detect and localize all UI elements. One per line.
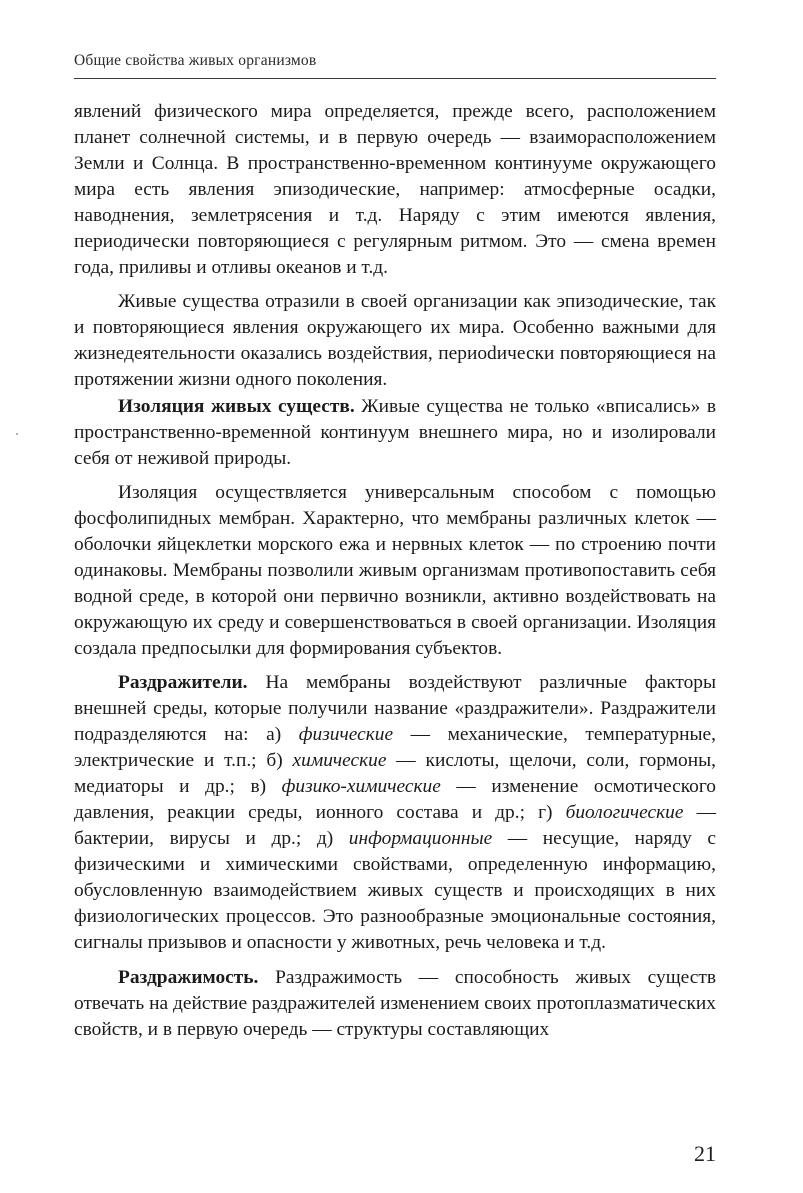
text-run: — кислоты, щелочи, соли, гормоны, медиаторы и др.; в) bbox=[74, 750, 716, 798]
running-head: Общие свойства живых организмов bbox=[74, 52, 317, 69]
paragraph bbox=[74, 480, 716, 662]
bold-heading: Раздражимость. bbox=[118, 966, 259, 988]
paragraph bbox=[74, 99, 716, 281]
paragraph bbox=[74, 289, 716, 393]
italic-term: химические bbox=[292, 750, 387, 772]
text-run: Изоляция осуществляется универсальным способом с помощью фосфолипидных мембран. Характерно, что мембраны различных клеток — оболочки яйцеклетки морского ежа и нервных клеток — по строению почти одинаковы. Мембраны позволили живым организмам противопоставить себя водной среде, в которой они первично возникли, активно воздействовать на окружающую их среду и совершенствоваться в своей организации. Изоляция создала предпосылки для формирования субъектов. bbox=[74, 481, 716, 659]
page-number: 21 bbox=[694, 1141, 716, 1166]
text-run: — бактерии, вирусы и др.; д) bbox=[74, 802, 716, 850]
italic-term: информационные bbox=[348, 828, 493, 850]
text-run: На мембраны воздействуют различные факторы внешней среды, которые получили название «раздражители». Раздражители подразделяются на: а) bbox=[74, 671, 716, 746]
text-run: Раздражимость — способность живых существ отвечать на действие раздражителей изменением своих протоплазматических свойств, и в первую очередь — структуры составляющих bbox=[74, 966, 716, 1040]
text-run: — несущие, наряду с физическими и химическими свойствами, определенную информацию, обусловленную взаимодействием живых существ и происходящих в них физиологических процессов. Это разнообразные эмоциональные состояния, сигналы призывов и опасности у животных, речь человека и т.д. bbox=[74, 828, 716, 954]
scan-speck bbox=[16, 433, 18, 435]
italic-term: физические bbox=[298, 724, 394, 746]
text-run: Живые существа не только «вписались» в пространственно-временной континуум внешнего мира, но и изолировали себя от неживой природы. bbox=[74, 395, 716, 469]
text-run: — изменение осмотического давления, реакции среды, ионного состава и др.; г) bbox=[74, 776, 716, 824]
italic-term: биологические bbox=[565, 802, 684, 824]
text-run: Живые существа отразили в своей организации как эпизодические, так и повторяющиеся явления окружающего их мира. Особенно важными для жизнедеятельности оказались воздействия, периоdически повторяющиеся на протяжении жизни одного поколения. bbox=[74, 291, 716, 391]
text-run: — механические, температурные, электрические и т.п.; б) bbox=[74, 724, 716, 772]
paragraph bbox=[74, 394, 716, 472]
text-run: явлений физического мира определяется, прежде всего, расположением планет солнечной системы, и в первую очередь — взаиморасположением Земли и Солнца. В пространственно-временном континууме окружающего мира есть явления эпизодические, например: атмосферные осадки, наводнения, землетрясения и т.д. Наряду с этим имеются явления, периодически повторяющиеся с регулярным ритмом. Это — смена времен года, приливы и отливы океанов и т.д. bbox=[74, 101, 716, 279]
body-text bbox=[74, 99, 716, 1043]
bold-heading: Изоляция живых существ. bbox=[118, 395, 355, 417]
header-rule bbox=[74, 78, 716, 79]
paragraph bbox=[74, 670, 716, 957]
italic-term: физико-химические bbox=[281, 776, 441, 798]
paragraph bbox=[74, 965, 716, 1043]
bold-heading: Раздражители. bbox=[118, 671, 248, 693]
